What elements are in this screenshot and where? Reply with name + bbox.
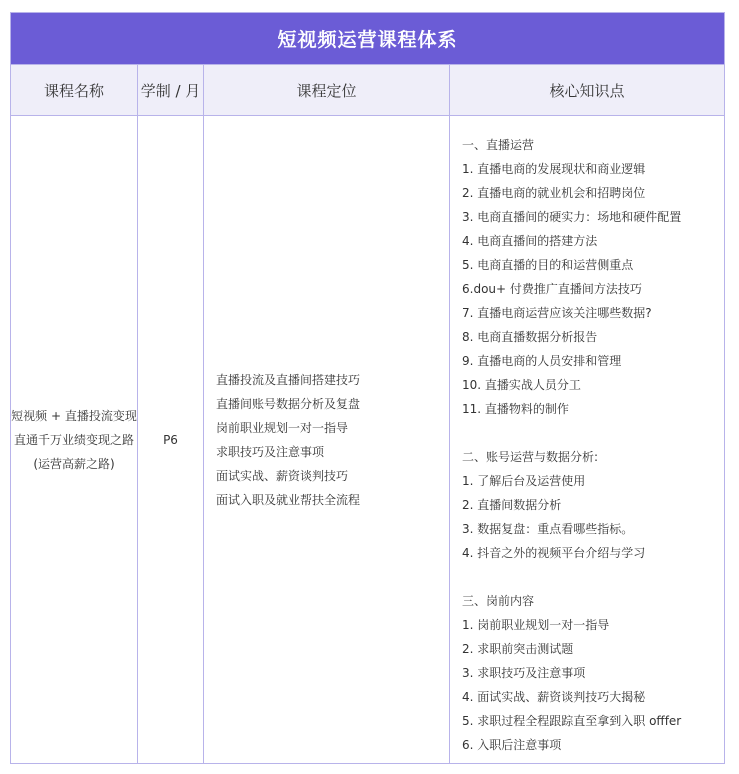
header-key-points: 核心知识点 <box>549 81 625 100</box>
section-pre-job <box>462 589 724 757</box>
list-item: 7. 直播电商运营应该关注哪些数据? <box>462 306 652 320</box>
course-name-line: 直通千万业绩变现之路 <box>13 432 134 447</box>
section-account-data <box>462 445 724 565</box>
positioning-item: 面试实战、薪资谈判技巧 <box>216 468 349 483</box>
table-title: 短视频运营课程体系 <box>11 13 724 64</box>
table-header-row <box>11 64 724 116</box>
list-item: 5. 求职过程全程跟踪直至拿到入职 offfer <box>462 714 682 728</box>
list-item: 6.dou+ 付费推广直播间方法技巧 <box>462 282 642 296</box>
list-item: 3. 求职技巧及注意事项 <box>462 666 586 680</box>
list-item: 9. 直播电商的人员安排和管理 <box>462 354 622 368</box>
list-item: 6. 入职后注意事项 <box>462 738 562 752</box>
positioning-item: 直播间账号数据分析及复盘 <box>216 396 361 411</box>
list-item: 3. 电商直播间的硬实力：场地和硬件配置 <box>462 210 682 224</box>
course-name-line: 短视频 + 直播投流变现 <box>11 408 137 423</box>
positioning-item: 求职技巧及注意事项 <box>216 444 325 459</box>
list-item: 8. 电商直播数据分析报告 <box>462 330 598 344</box>
list-item: 1. 直播电商的发展现状和商业逻辑 <box>462 162 646 176</box>
section-live-operations <box>462 133 724 421</box>
duration-cell <box>138 116 203 763</box>
list-item: 4. 面试实战、薪资谈判技巧大揭秘 <box>462 690 646 704</box>
list-item: 1. 岗前职业规划一对一指导 <box>462 618 610 632</box>
positioning-item: 面试入职及就业帮扶全流程 <box>216 492 361 507</box>
course-duration: P6 <box>163 432 178 447</box>
header-course-name: 课程名称 <box>43 81 104 100</box>
positioning-list <box>204 368 449 512</box>
course-name <box>11 404 137 476</box>
list-item: 1. 了解后台及运营使用 <box>462 474 586 488</box>
course-name-cell <box>11 116 137 763</box>
list-item: 10. 直播实战人员分工 <box>462 378 581 392</box>
course-table <box>10 12 725 764</box>
positioning-item: 岗前职业规划一对一指导 <box>216 420 349 435</box>
list-item: 5. 电商直播的目的和运营侧重点 <box>462 258 634 272</box>
section-heading: 二、账号运营与数据分析: <box>462 450 599 464</box>
list-item: 2. 直播间数据分析 <box>462 498 562 512</box>
list-item: 3. 数据复盘：重点看哪些指标。 <box>462 522 634 536</box>
list-item: 2. 求职前突击测试题 <box>462 642 574 656</box>
key-points-cell <box>462 133 724 757</box>
course-name-line: (运营高薪之路) <box>33 456 115 471</box>
header-duration: 学制 / 月 <box>140 81 201 100</box>
section-heading: 三、岗前内容 <box>462 594 535 608</box>
header-positioning: 课程定位 <box>296 81 357 100</box>
list-item: 4. 电商直播间的搭建方法 <box>462 234 598 248</box>
list-item: 2. 直播电商的就业机会和招聘岗位 <box>462 186 646 200</box>
list-item: 11. 直播物料的制作 <box>462 402 569 416</box>
positioning-item: 直播投流及直播间搭建技巧 <box>216 372 361 387</box>
positioning-cell <box>204 116 449 763</box>
section-heading: 一、直播运营 <box>462 138 535 152</box>
list-item: 4. 抖音之外的视频平台介绍与学习 <box>462 546 646 560</box>
column-divider <box>449 64 450 763</box>
